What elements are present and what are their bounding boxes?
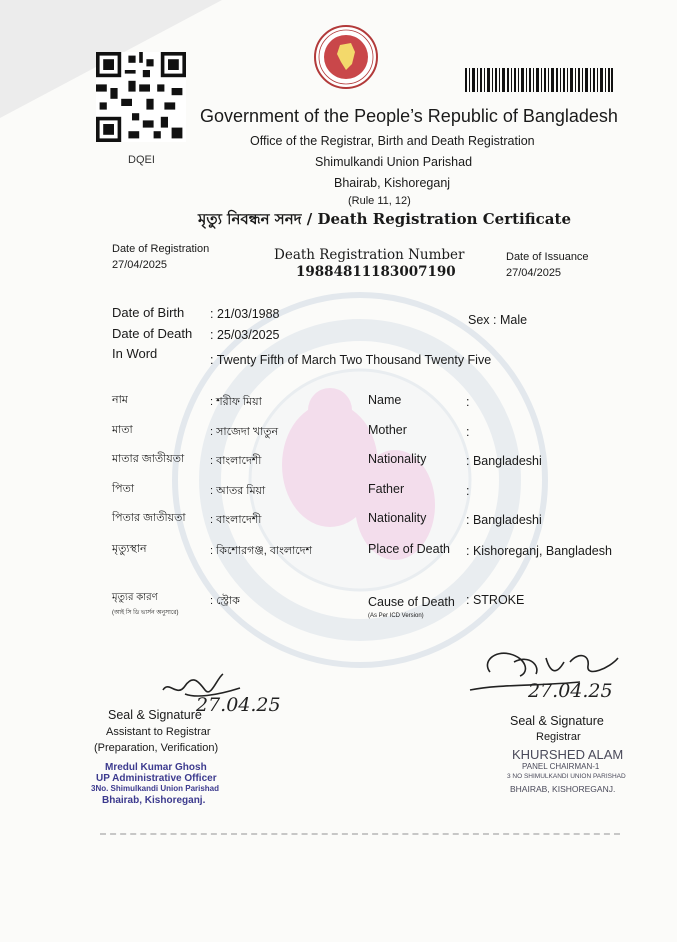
detail-en-value-name: : bbox=[466, 395, 470, 409]
detail-bn-value-father-nationality: : বাংলাদেশী bbox=[210, 514, 262, 526]
left-stamp-line-4: Bhairab, Kishoreganj. bbox=[102, 795, 206, 806]
qr-code bbox=[96, 52, 186, 142]
date-of-issuance: 27/04/2025 bbox=[506, 267, 562, 279]
header-rule: (Rule 11, 12) bbox=[348, 195, 411, 207]
left-stamp-line-2: UP Administrative Officer bbox=[96, 773, 217, 784]
detail-bn-label-place-of-death: মৃত্যুস্থান bbox=[112, 543, 147, 555]
watermark-seal bbox=[170, 290, 550, 670]
date-of-death-label: Date of Death bbox=[112, 326, 193, 341]
detail-en-label-name: Name bbox=[368, 393, 402, 407]
detail-bn-value-place-of-death: : কিশোরগঞ্জ, বাংলাদেশ bbox=[210, 545, 312, 557]
detail-en-value-father-nationality: : Bangladeshi bbox=[466, 513, 542, 527]
right-stamp-line-3: 3 NO SHIMULKANDI UNION PARISHAD bbox=[507, 773, 626, 780]
detail-en-value-place-of-death: : Kishoreganj, Bangladesh bbox=[466, 544, 612, 558]
cause-en-note: (As Per ICD Version) bbox=[368, 613, 424, 619]
cause-en-label: Cause of Death bbox=[368, 595, 455, 609]
detail-bn-label-father-nationality: পিতার জাতীয়তা bbox=[112, 512, 186, 524]
government-emblem-icon bbox=[313, 24, 379, 90]
certificate-title: মৃত্যু নিবন্ধন সনদ / Death Registration Certificate bbox=[198, 210, 571, 228]
footer-divider bbox=[100, 833, 620, 837]
date-of-registration-label: Date of Registration bbox=[112, 243, 210, 255]
header-location: Bhairab, Kishoreganj bbox=[334, 176, 451, 190]
right-role: Registrar bbox=[536, 731, 581, 743]
assistant-signature-date: 27.04.25 bbox=[196, 694, 281, 716]
left-stamp-line-3: 3No. Shimulkandi Union Parishad bbox=[91, 784, 220, 793]
detail-en-label-mother-nationality: Nationality bbox=[368, 452, 427, 466]
detail-bn-label-father: পিতা bbox=[112, 483, 135, 495]
qr-code-label: DQEI bbox=[128, 154, 155, 166]
registrar-signature-date: 27.04.25 bbox=[528, 680, 613, 702]
registration-number: 19884811183007190 bbox=[296, 264, 456, 280]
left-role: Assistant to Registrar bbox=[106, 726, 211, 738]
right-stamp-line-1: KHURSHED ALAM bbox=[512, 747, 624, 762]
registration-number-label: Death Registration Number bbox=[274, 247, 465, 263]
date-of-registration: 27/04/2025 bbox=[112, 259, 168, 271]
cause-en-value: : STROKE bbox=[466, 593, 525, 607]
date-of-birth-label: Date of Birth bbox=[112, 305, 185, 320]
detail-bn-label-name: নাম bbox=[112, 394, 128, 406]
cause-bn-value: : স্ট্রোক bbox=[210, 595, 240, 607]
detail-en-value-father: : bbox=[466, 484, 470, 498]
detail-bn-value-mother-nationality: : বাংলাদেশী bbox=[210, 455, 262, 467]
detail-en-label-father: Father bbox=[368, 482, 405, 496]
detail-en-label-father-nationality: Nationality bbox=[368, 511, 427, 525]
detail-en-label-place-of-death: Place of Death bbox=[368, 542, 450, 556]
date-of-birth: : 21/03/1988 bbox=[210, 307, 280, 321]
right-stamp-line-4: BHAIRAB, KISHOREGANJ. bbox=[510, 784, 616, 794]
left-seal-label: Seal & Signature bbox=[108, 708, 202, 722]
date-of-issuance-label: Date of Issuance bbox=[506, 251, 589, 263]
right-seal-label: Seal & Signature bbox=[510, 714, 604, 728]
in-word-label: In Word bbox=[112, 346, 158, 361]
detail-bn-label-mother: মাতা bbox=[112, 424, 133, 436]
date-of-death: : 25/03/2025 bbox=[210, 328, 280, 342]
barcode bbox=[465, 68, 613, 92]
in-word-value: : Twenty Fifth of March Two Thousand Twenty Five bbox=[210, 353, 492, 367]
left-stamp-line-1: Mredul Kumar Ghosh bbox=[105, 762, 207, 773]
detail-bn-value-name: : শরীফ মিয়া bbox=[210, 396, 262, 408]
left-duty: (Preparation, Verification) bbox=[94, 742, 219, 754]
detail-bn-label-mother-nationality: মাতার জাতীয়তা bbox=[112, 453, 185, 465]
header-government: Government of the People’s Republic of Bangladesh bbox=[200, 106, 618, 126]
header-office: Office of the Registrar, Birth and Death Registration bbox=[250, 134, 535, 148]
detail-bn-value-father: : আতর মিয়া bbox=[210, 485, 266, 497]
sex-value: Sex : Male bbox=[468, 313, 528, 327]
cause-bn-note: (আই সি ডি ভার্সন অনুসারে) bbox=[112, 610, 179, 616]
detail-bn-value-mother: : সাজেদা খাতুন bbox=[210, 426, 279, 438]
right-stamp-line-2: PANEL CHAIRMAN-1 bbox=[522, 762, 600, 771]
detail-en-value-mother-nationality: : Bangladeshi bbox=[466, 454, 542, 468]
detail-en-value-mother: : bbox=[466, 425, 470, 439]
header-union: Shimulkandi Union Parishad bbox=[315, 155, 473, 169]
cause-bn-label: মৃত্যুর কারণ bbox=[112, 592, 158, 603]
detail-en-label-mother: Mother bbox=[368, 423, 407, 437]
